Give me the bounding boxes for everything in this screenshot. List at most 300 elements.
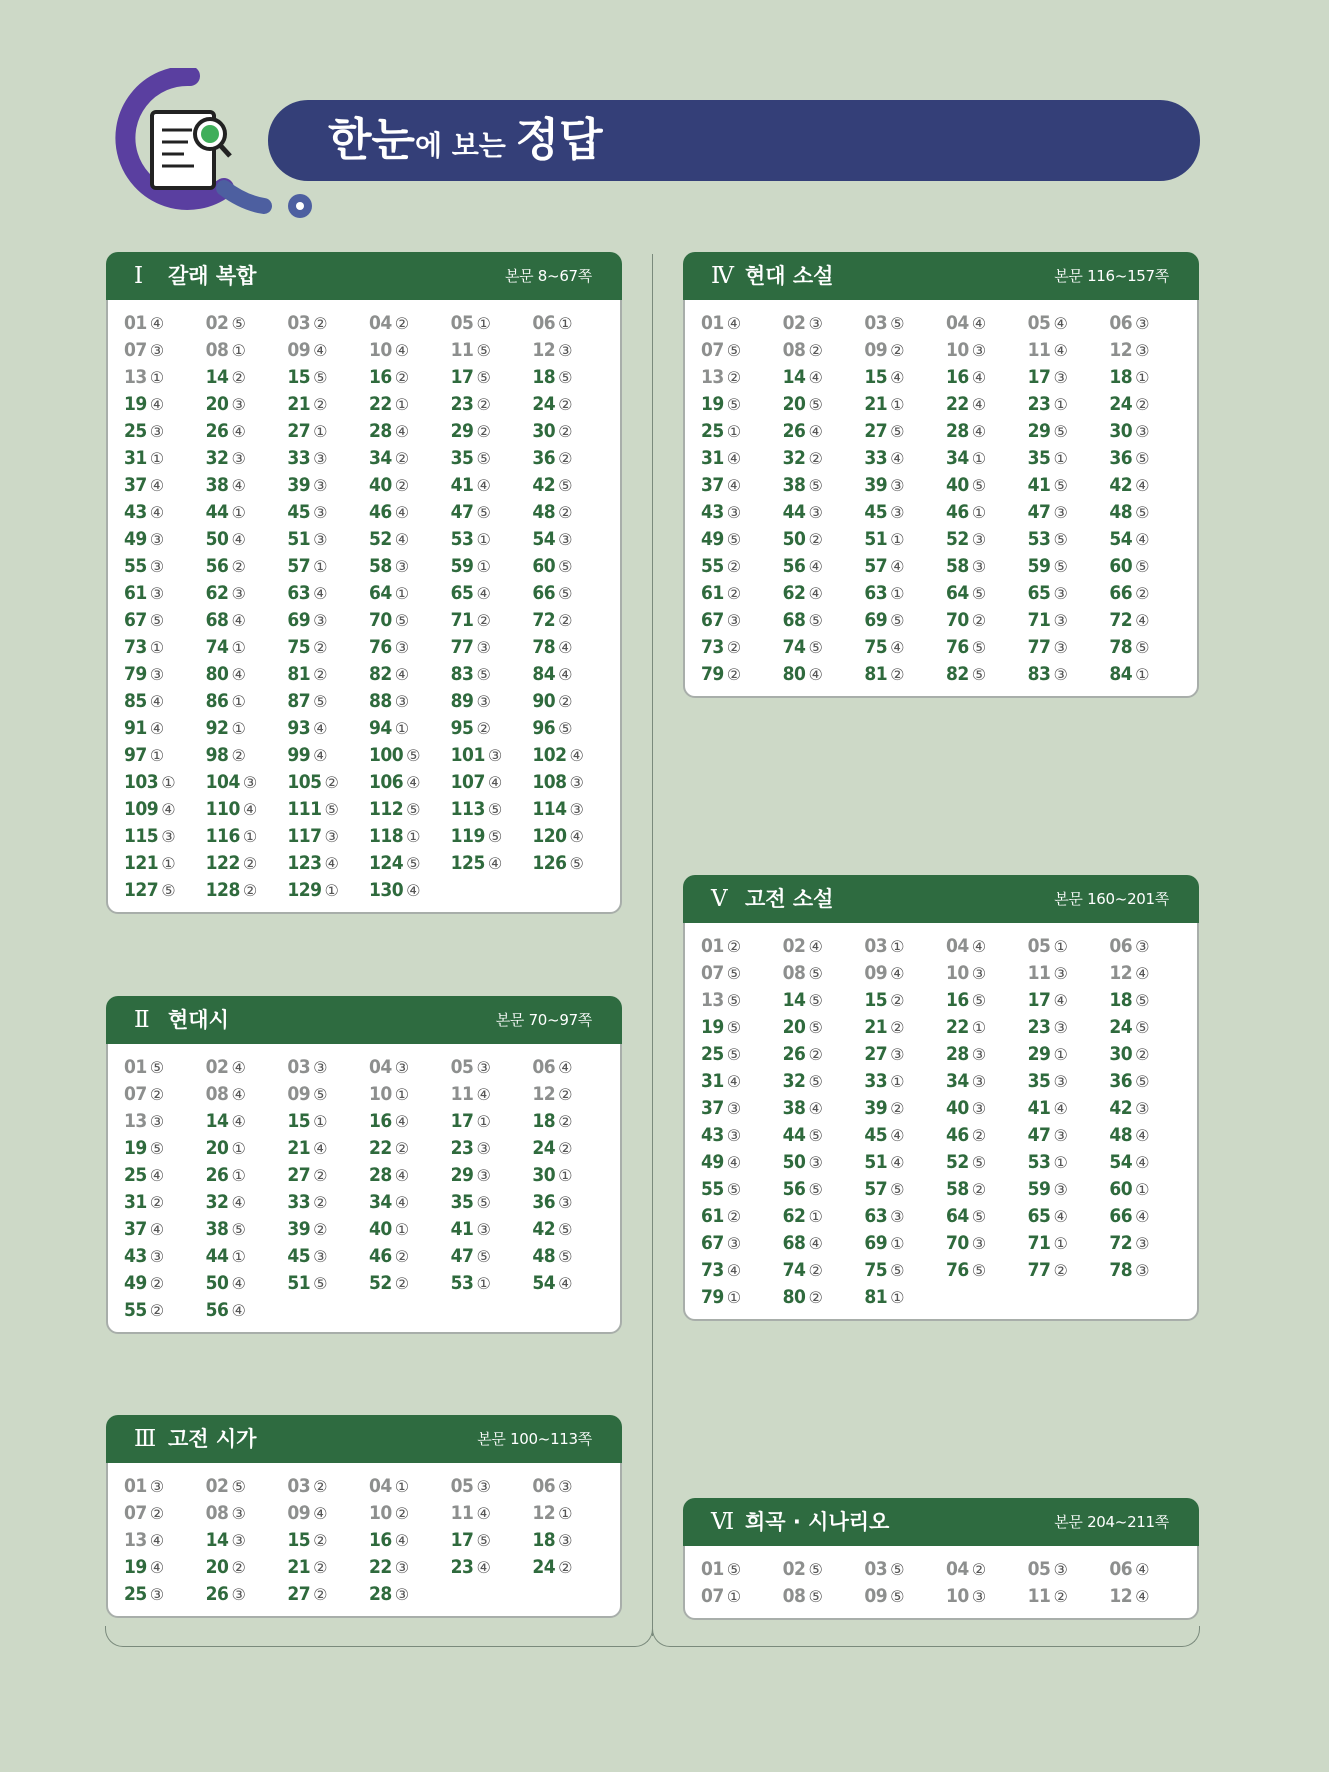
answer-item — [864, 1284, 946, 1311]
answer-choice: ⑤ — [971, 1261, 986, 1280]
answer-item — [451, 499, 533, 526]
question-number: 67 — [701, 609, 724, 631]
answer-choice: ⑤ — [1135, 991, 1149, 1010]
answer-choice: ④ — [1053, 1099, 1068, 1118]
answer-choice: ③ — [1053, 1126, 1068, 1145]
answer-item — [701, 634, 783, 661]
question-number: 25 — [124, 420, 147, 442]
answer-choice: ④ — [487, 854, 502, 873]
question-number: 34 — [945, 447, 969, 469]
answer-item — [864, 960, 946, 987]
answer-choice: ③ — [394, 1585, 409, 1604]
answer-choice: ⑤ — [1053, 530, 1068, 549]
question-number: 83 — [1027, 663, 1051, 685]
answer-item — [451, 1473, 533, 1500]
answer-item — [287, 1108, 369, 1135]
question-number: 94 — [368, 717, 392, 739]
answer-choice: ③ — [149, 584, 164, 603]
answer-item — [783, 1257, 865, 1284]
answer-item — [124, 877, 206, 904]
answer-item — [1109, 987, 1191, 1014]
answer-item — [783, 364, 865, 391]
question-number: 24 — [532, 393, 556, 415]
question-number: 10 — [945, 962, 969, 984]
answer-item — [206, 607, 288, 634]
answer-item — [701, 1230, 783, 1257]
answer-item — [287, 1054, 369, 1081]
answer-choice: ④ — [726, 476, 741, 495]
question-number: 57 — [287, 555, 311, 577]
question-number: 57 — [864, 555, 888, 577]
answer-item — [124, 364, 206, 391]
question-number: 29 — [1027, 1043, 1051, 1065]
answer-choice: ③ — [324, 827, 339, 846]
answer-choice: ④ — [149, 1166, 164, 1185]
answer-item — [1028, 553, 1110, 580]
answer-choice: ⑤ — [558, 1220, 572, 1239]
answer-item — [532, 688, 614, 715]
answer-item — [946, 445, 1028, 472]
answer-choice: ⑤ — [890, 1180, 904, 1199]
answer-choice: ⑤ — [406, 854, 421, 873]
question-number: 96 — [532, 717, 556, 739]
answer-choice: ⑤ — [313, 368, 327, 387]
answer-choice: ⑤ — [726, 530, 741, 549]
answer-item — [287, 1500, 369, 1527]
answer-choice: ⑤ — [1135, 638, 1149, 657]
answer-item — [783, 1230, 865, 1257]
answer-choice: ① — [149, 638, 164, 657]
question-number: 39 — [287, 474, 311, 496]
page-title: 한눈에 보는 정답 — [328, 113, 603, 166]
answer-choice: ② — [394, 368, 409, 387]
answer-choice: ③ — [808, 1153, 823, 1172]
question-number: 72 — [1109, 1232, 1133, 1254]
answer-item — [1109, 418, 1191, 445]
question-number: 128 — [205, 879, 240, 901]
question-number: 01 — [124, 312, 147, 334]
answer-choice: ② — [324, 773, 339, 792]
question-number: 28 — [945, 420, 969, 442]
answer-item — [1028, 1041, 1110, 1068]
answer-choice: ③ — [394, 1058, 409, 1077]
answer-choice: ① — [558, 1166, 572, 1185]
answer-item — [451, 634, 533, 661]
answer-item — [532, 1108, 614, 1135]
question-number: 17 — [1027, 989, 1051, 1011]
answer-item — [946, 1230, 1028, 1257]
question-number: 19 — [701, 393, 724, 415]
answer-choice: ⑤ — [808, 1587, 823, 1606]
answer-choice: ② — [890, 1018, 904, 1037]
answer-item — [946, 1122, 1028, 1149]
answer-item — [1109, 1095, 1191, 1122]
answer-choice: ② — [890, 1099, 904, 1118]
question-number: 92 — [205, 717, 229, 739]
answer-item — [124, 850, 206, 877]
answer-choice: ① — [476, 1274, 491, 1293]
answer-choice: ② — [242, 881, 257, 900]
answer-choice: ④ — [313, 746, 327, 765]
answer-item — [206, 364, 288, 391]
question-number: 53 — [450, 528, 474, 550]
question-number: 45 — [287, 1245, 311, 1267]
question-number: 64 — [945, 1205, 969, 1227]
question-number: 75 — [864, 636, 888, 658]
answer-choice: ③ — [1053, 638, 1068, 657]
answer-item — [532, 310, 614, 337]
question-number: 56 — [782, 555, 806, 577]
answer-item — [864, 418, 946, 445]
answer-item — [1109, 1583, 1191, 1610]
answer-item — [701, 310, 783, 337]
answer-choice: ① — [890, 1234, 904, 1253]
question-number: 01 — [701, 935, 724, 957]
question-number: 117 — [287, 825, 322, 847]
answer-item — [287, 418, 369, 445]
question-number: 04 — [945, 312, 969, 334]
answer-choice: ④ — [1135, 476, 1149, 495]
answer-item — [451, 769, 533, 796]
answer-item — [287, 1527, 369, 1554]
answer-choice: ③ — [149, 1585, 164, 1604]
answer-choice: ③ — [394, 1558, 409, 1577]
answer-item — [206, 1162, 288, 1189]
question-number: 15 — [287, 1110, 311, 1132]
question-number: 07 — [124, 1502, 147, 1524]
answer-item — [369, 580, 451, 607]
answer-choice: ⑤ — [231, 314, 246, 333]
answer-choice: ④ — [808, 1234, 823, 1253]
answer-choice: ③ — [1135, 937, 1149, 956]
answer-item — [206, 1135, 288, 1162]
question-number: 03 — [287, 1056, 311, 1078]
question-number: 74 — [205, 636, 229, 658]
answer-item — [124, 688, 206, 715]
question-number: 14 — [782, 989, 806, 1011]
answer-choice: ③ — [476, 1166, 491, 1185]
answer-item — [864, 1257, 946, 1284]
question-number: 40 — [368, 474, 392, 496]
question-number: 19 — [124, 393, 147, 415]
question-number: 24 — [1109, 393, 1133, 415]
answer-item — [369, 1554, 451, 1581]
answer-choice: ② — [476, 719, 491, 738]
answer-choice: ④ — [231, 476, 246, 495]
question-number: 33 — [287, 447, 311, 469]
answer-item — [369, 1189, 451, 1216]
answer-choice: ① — [231, 341, 246, 360]
answer-choice: ⑤ — [1135, 503, 1149, 522]
question-number: 08 — [205, 339, 229, 361]
answer-item — [1109, 1203, 1191, 1230]
answer-choice: ④ — [808, 584, 823, 603]
answer-item — [946, 933, 1028, 960]
answer-item — [206, 661, 288, 688]
answer-item — [1028, 499, 1110, 526]
question-number: 21 — [287, 1556, 311, 1578]
answer-choice: ⑤ — [726, 1045, 741, 1064]
answer-item — [206, 1473, 288, 1500]
answer-item — [206, 796, 288, 823]
question-number: 50 — [782, 528, 806, 550]
answer-item — [1028, 987, 1110, 1014]
question-number: 90 — [532, 690, 556, 712]
question-number: 25 — [124, 1164, 147, 1186]
question-number: 01 — [124, 1056, 147, 1078]
question-number: 51 — [864, 528, 888, 550]
answer-item — [451, 1270, 533, 1297]
answer-item — [532, 661, 614, 688]
answer-item — [864, 1068, 946, 1095]
answer-choice: ① — [726, 1288, 741, 1307]
question-number: 39 — [864, 474, 888, 496]
question-number: 65 — [1027, 582, 1051, 604]
question-number: 108 — [532, 771, 567, 793]
answer-choice: ② — [1053, 1587, 1068, 1606]
question-number: 81 — [864, 663, 888, 685]
answer-item — [287, 391, 369, 418]
question-number: 64 — [368, 582, 392, 604]
answer-item — [124, 418, 206, 445]
answer-choice: ② — [971, 611, 986, 630]
answer-item — [864, 1230, 946, 1257]
question-number: 11 — [450, 1502, 474, 1524]
question-number: 39 — [287, 1218, 311, 1240]
section-header: Ⅱ 현대시 본문 70~97쪽 — [106, 996, 622, 1044]
answer-choice: ② — [1053, 1261, 1068, 1280]
answer-item — [532, 850, 614, 877]
answer-item — [946, 960, 1028, 987]
answer-choice: ① — [394, 584, 409, 603]
section-drama-scenario — [683, 1498, 1199, 1620]
question-number: 08 — [782, 962, 806, 984]
question-number: 32 — [205, 447, 229, 469]
question-number: 36 — [1109, 1070, 1133, 1092]
answer-choice: ③ — [476, 1139, 491, 1158]
question-number: 52 — [945, 1151, 969, 1173]
question-number: 66 — [1109, 1205, 1133, 1227]
answer-item — [864, 1583, 946, 1610]
answer-item — [532, 1189, 614, 1216]
question-number: 70 — [945, 1232, 969, 1254]
answer-item — [1109, 553, 1191, 580]
answer-choice: ① — [971, 503, 986, 522]
answer-choice: ② — [313, 1166, 327, 1185]
answer-choice: ② — [1135, 1045, 1149, 1064]
answer-choice: ④ — [231, 1085, 246, 1104]
answer-choice: ⑤ — [558, 368, 572, 387]
answer-item — [1028, 1014, 1110, 1041]
answer-item — [1028, 580, 1110, 607]
question-number: 19 — [124, 1556, 147, 1578]
answer-item — [1109, 634, 1191, 661]
answer-item — [1109, 1230, 1191, 1257]
answer-choice: ③ — [149, 1247, 164, 1266]
question-number: 21 — [287, 393, 311, 415]
answer-item — [1109, 1556, 1191, 1583]
answer-item — [124, 553, 206, 580]
question-number: 53 — [1027, 1151, 1051, 1173]
answer-item — [532, 1554, 614, 1581]
answer-choice: ⑤ — [971, 665, 986, 684]
question-number: 72 — [532, 609, 556, 631]
answer-item — [206, 877, 288, 904]
answer-choice: ④ — [149, 503, 164, 522]
answer-item — [287, 1581, 369, 1608]
answer-item — [206, 1189, 288, 1216]
question-number: 20 — [782, 393, 806, 415]
question-number: 10 — [368, 1083, 392, 1105]
question-number: 55 — [124, 555, 147, 577]
answer-item — [1109, 445, 1191, 472]
question-number: 28 — [368, 1164, 392, 1186]
answer-item — [946, 337, 1028, 364]
answer-choice: ③ — [890, 476, 904, 495]
question-number: 11 — [450, 1083, 474, 1105]
section-classic-poetry — [106, 1415, 622, 1618]
answer-choice: ③ — [1053, 1560, 1068, 1579]
question-number: 22 — [945, 393, 969, 415]
answer-choice: ⑤ — [487, 827, 502, 846]
answer-choice: ⑤ — [558, 1247, 572, 1266]
question-number: 40 — [368, 1218, 392, 1240]
answer-item — [287, 580, 369, 607]
answer-item — [124, 661, 206, 688]
answer-item — [287, 1081, 369, 1108]
answer-choice: ③ — [1135, 314, 1149, 333]
question-number: 74 — [782, 636, 806, 658]
section-header: Ⅵ 희곡 · 시나리오 본문 204~211쪽 — [683, 1498, 1199, 1546]
answer-choice: ④ — [558, 665, 572, 684]
question-number: 52 — [368, 528, 392, 550]
answer-choice: ③ — [149, 1477, 164, 1496]
answer-choice: ② — [808, 1288, 823, 1307]
question-number: 11 — [1027, 962, 1051, 984]
answer-item — [451, 1243, 533, 1270]
question-number: 76 — [945, 636, 969, 658]
question-number: 04 — [368, 312, 392, 334]
answer-choice: ④ — [394, 1166, 409, 1185]
answer-choice: ④ — [149, 1558, 164, 1577]
answer-item — [451, 607, 533, 634]
question-number: 28 — [945, 1043, 969, 1065]
answer-choice: ⑤ — [476, 1247, 491, 1266]
answer-item — [369, 796, 451, 823]
question-number: 22 — [368, 393, 392, 415]
answer-choice: ① — [558, 314, 572, 333]
question-number: 14 — [205, 1529, 229, 1551]
answer-item — [783, 499, 865, 526]
answer-item — [206, 823, 288, 850]
answer-choice: ② — [313, 1220, 327, 1239]
answer-choice: ③ — [149, 422, 164, 441]
answer-item — [946, 526, 1028, 553]
answer-choice: ② — [242, 854, 257, 873]
answer-choice: ① — [971, 1018, 986, 1037]
answer-choice: ④ — [394, 1193, 409, 1212]
answer-item — [287, 1243, 369, 1270]
answer-choice: ⑤ — [1053, 476, 1068, 495]
answer-item — [946, 364, 1028, 391]
answer-choice: ④ — [890, 368, 904, 387]
question-number: 56 — [205, 1299, 229, 1321]
answer-item — [946, 418, 1028, 445]
question-number: 60 — [1109, 1178, 1133, 1200]
answer-choice: ① — [231, 503, 246, 522]
answer-item — [124, 337, 206, 364]
answer-item — [532, 715, 614, 742]
answer-choice: ⑤ — [1135, 557, 1149, 576]
answer-choice: ⑤ — [487, 800, 502, 819]
answer-choice: ④ — [231, 665, 246, 684]
answer-item — [1028, 607, 1110, 634]
answer-item — [783, 1122, 865, 1149]
answer-choice: ④ — [1135, 530, 1149, 549]
answer-choice: ⑤ — [476, 449, 491, 468]
answer-choice: ④ — [149, 476, 164, 495]
answer-item — [287, 1473, 369, 1500]
answer-item — [532, 607, 614, 634]
question-number: 18 — [532, 366, 556, 388]
answer-choice: ④ — [476, 1085, 491, 1104]
answer-item — [701, 1284, 783, 1311]
answer-item — [124, 1216, 206, 1243]
question-number: 63 — [864, 1205, 888, 1227]
question-number: 52 — [368, 1272, 392, 1294]
question-number: 13 — [124, 1110, 147, 1132]
question-number: 44 — [205, 501, 229, 523]
answer-choice: ④ — [149, 1220, 164, 1239]
answer-item — [287, 364, 369, 391]
answer-item — [124, 580, 206, 607]
answer-item — [532, 526, 614, 553]
answer-choice: ② — [313, 1477, 327, 1496]
answer-choice: ① — [161, 773, 176, 792]
question-number: 75 — [287, 636, 311, 658]
answer-choice: ④ — [726, 314, 741, 333]
question-number: 62 — [205, 582, 229, 604]
answer-choice: ② — [558, 395, 572, 414]
answer-item — [124, 1500, 206, 1527]
answer-choice: ② — [808, 341, 823, 360]
question-number: 80 — [782, 663, 806, 685]
answer-choice: ⑤ — [558, 557, 572, 576]
question-number: 73 — [124, 636, 147, 658]
answer-choice: ⑤ — [313, 1085, 327, 1104]
question-number: 04 — [368, 1056, 392, 1078]
answer-choice: ④ — [726, 1153, 741, 1172]
question-number: 18 — [532, 1110, 556, 1132]
answer-choice: ④ — [231, 611, 246, 630]
answer-choice: ② — [808, 530, 823, 549]
answer-choice: ④ — [242, 800, 257, 819]
answer-item — [532, 337, 614, 364]
question-number: 12 — [1109, 962, 1133, 984]
question-number: 25 — [701, 420, 724, 442]
question-number: 38 — [205, 1218, 229, 1240]
question-number: 37 — [124, 1218, 147, 1240]
question-number: 42 — [532, 474, 556, 496]
question-number: 63 — [287, 582, 311, 604]
question-number: 61 — [701, 1205, 724, 1227]
question-number: 26 — [782, 1043, 806, 1065]
answer-choice: ① — [1053, 1045, 1068, 1064]
answer-item — [206, 1216, 288, 1243]
answer-item — [864, 526, 946, 553]
answer-item — [946, 1203, 1028, 1230]
question-number: 58 — [368, 555, 392, 577]
